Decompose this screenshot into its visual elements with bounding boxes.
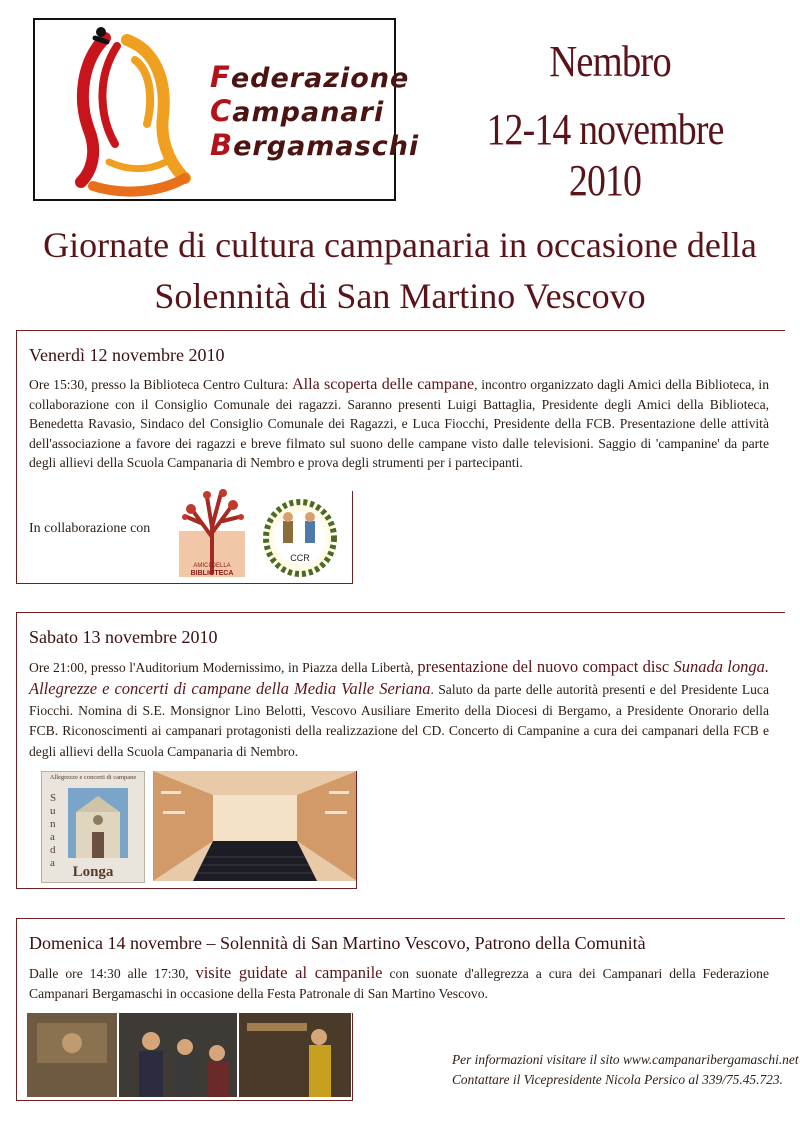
friday-highlight: Alla scoperta delle campane xyxy=(292,376,475,393)
saturday-heading: Sabato 13 novembre 2010 xyxy=(29,627,218,647)
saturday-highlight-italic: Sunada longa. Allegrezze e concerti di campane della Media Valle Seriana xyxy=(29,657,769,698)
sunday-text: Dalle ore 14:30 alle 17:30, visite guidate al campanile con suonate d'allegrezza a cura dei Campanari della Federazione Campanari Bergamaschi in occasione della Festa Patronale di San Martino Vescovo. xyxy=(29,963,769,1002)
page-title xyxy=(20,220,780,322)
saturday-highlight: presentazione del nuovo compact disc xyxy=(417,657,674,676)
bell-ringers-photos xyxy=(27,1013,351,1097)
svg-text:CCR: CCR xyxy=(290,553,310,563)
sunday-heading: Domenica 14 novembre – Solennità di San Martino Vescovo, Patrono della Comunità xyxy=(29,933,646,953)
saturday-text: Ore 21:00, presso l'Auditorium Modernissimo, in Piazza della Libertà, presentazione del nuovo compact disc Sunada longa. Allegrezze e concerti di campane della Media Valle Seriana. Saluto da parte delle autorità presenti e del Presidente Luca Fiocchi. Nomina di S.E. Monsignor Lino Belotti, Vescovo Ausiliare Emerito della Diocesi di Bergamo, a Presidente Onorario della FCB. Riconoscimenti ai campanari protagonisti della realizzazione del CD. Concerto di Campanine a cura dei campanari della FCB e degli allievi della Scuola Campanaria di Nembro. xyxy=(29,657,769,760)
svg-text:BIBLIOTECA: BIBLIOTECA xyxy=(190,570,234,577)
cd-bottom-title: Longa xyxy=(72,864,114,880)
event-dates: 12-14 novembre 2010 xyxy=(486,105,724,205)
collab-label: In collaborazione con xyxy=(29,521,151,536)
cd-cover: Allegrezze e concerti di campane Sunada Longa xyxy=(41,771,145,883)
logo-line-1: Federazione xyxy=(210,60,410,94)
event-place: Nembro xyxy=(549,37,671,86)
auditorium-picture-icon xyxy=(153,771,357,881)
fcb-logo xyxy=(33,18,420,201)
tree-logo-icon xyxy=(177,487,247,579)
info-website: Per informazioni visitare il sito www.campanaribergamaschi.net xyxy=(452,1052,799,1067)
friday-heading: Venerdì 12 novembre 2010 xyxy=(29,345,225,365)
church-picture-icon xyxy=(68,788,128,858)
section-friday xyxy=(16,330,785,584)
laurel-logo-icon xyxy=(263,499,337,577)
photo-collage-icon xyxy=(27,1013,351,1097)
info-contact: Contattare il Vicepresidente Nicola Persico al 339/75.45.723. xyxy=(452,1072,783,1087)
svg-text:AMICI DELLA: AMICI DELLA xyxy=(193,563,231,569)
cd-side-title: Sunada xyxy=(50,792,57,869)
title-line-2: Solennità di San Martino Vescovo xyxy=(154,276,646,316)
logo-line-2: Campanari xyxy=(210,94,385,128)
ccr-logo xyxy=(263,499,337,577)
friday-text: Ore 15:30, presso la Biblioteca Centro Cultura: Alla scoperta delle campane, incontro organizzato dagli Amici della Biblioteca, in collaborazione con il Consiglio Comunale dei ragazzi. Saranno presenti Luigi Battaglia, Presidente degli Amici della Biblioteca, Benedetta Ravasio, Sindaco del Consiglio Comunale dei Ragazzi, e Luca Fiocchi, Presidente della FCB. Presentazione delle attività dell'associazione a favore dei ragazzi e breve filmato sul suono delle campane visto dalle televisioni. Saggio di 'campanine' da parte degli allievi della Scuola Campanaria di Nembro e prova degli strumenti per i partecipanti. xyxy=(29,376,770,471)
amici-biblioteca-logo xyxy=(177,487,247,579)
sunday-highlight: visite guidate al campanile xyxy=(195,963,383,982)
title-line-1: Giornate di cultura campanaria in occasione della xyxy=(43,225,757,265)
section-saturday xyxy=(16,612,785,889)
logo-line-3: Bergamaschi xyxy=(210,128,420,162)
auditorium-photo xyxy=(153,771,357,881)
